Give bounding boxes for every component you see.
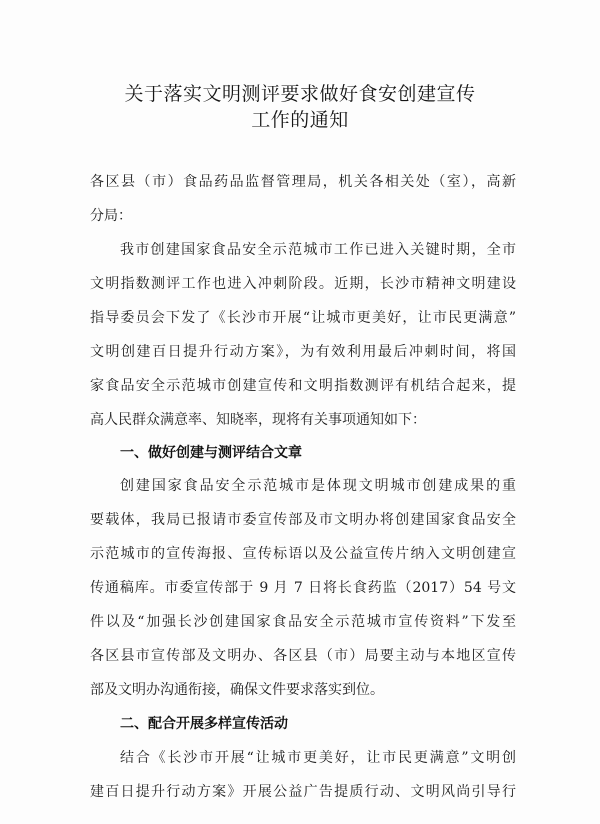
section-1-line: 要载体，我局已报请市委宣传部及市文明办将创建国家食品安全 xyxy=(90,512,516,528)
section-1-line: 示范城市的宣传海报、宣传标语以及公益宣传片纳入文明创建宣 xyxy=(90,546,516,562)
section-1-line: 各区县市宣传部及文明办、各区县（市）局要主动与本地区宣传 xyxy=(90,648,516,664)
section-1-line: 件以及“加强长沙创建国家食品安全示范城市宣传资料”下发至 xyxy=(90,614,516,630)
document-title-line-1: 关于落实文明测评要求做好食安创建宣传 xyxy=(124,83,476,105)
section-2-line: 建百日提升行动方案》开展公益广告提质行动、文明风尚引导行 xyxy=(90,784,516,800)
section-1-heading: 一、做好创建与测评结合文章 xyxy=(120,445,302,461)
section-2-heading: 二、配合开展多样宣传活动 xyxy=(120,716,288,732)
section-1-line: 传通稿库。市委宣传部于 9 月 7 日将长食药监（2017）54 号文 xyxy=(90,580,516,596)
section-1-line: 部及文明办沟通衔接，确保文件要求落实到位。 xyxy=(90,682,384,698)
intro-line: 文明指数测评工作也进入冲刺阶段。近期，长沙市精神文明建设 xyxy=(90,276,516,292)
intro-line: 我市创建国家食品安全示范城市工作已进入关键时期，全市 xyxy=(120,242,516,258)
intro-line: 指导委员会下发了《长沙市开展“让城市更美好，让市民更满意” xyxy=(90,310,516,326)
section-1-line: 创建国家食品安全示范城市是体现文明城市创建成果的重 xyxy=(120,478,516,494)
intro-line: 家食品安全示范城市创建宣传和文明指数测评有机结合起来，提 xyxy=(90,378,516,394)
document-title-line-2: 工作的通知 xyxy=(251,109,349,131)
addressee-line-1: 各区县（市）食品药品监督管理局，机关各相关处（室），高新 xyxy=(90,174,516,190)
section-2-line: 结合《长沙市开展“让城市更美好，让市民更满意”文明创 xyxy=(120,750,516,766)
intro-line: 高人民群众满意率、知晓率，现将有关事项通知如下： xyxy=(90,412,426,428)
intro-line: 文明创建百日提升行动方案》，为有效利用最后冲刺时间，将国 xyxy=(90,344,516,360)
addressee-line-2: 分局： xyxy=(90,208,132,224)
